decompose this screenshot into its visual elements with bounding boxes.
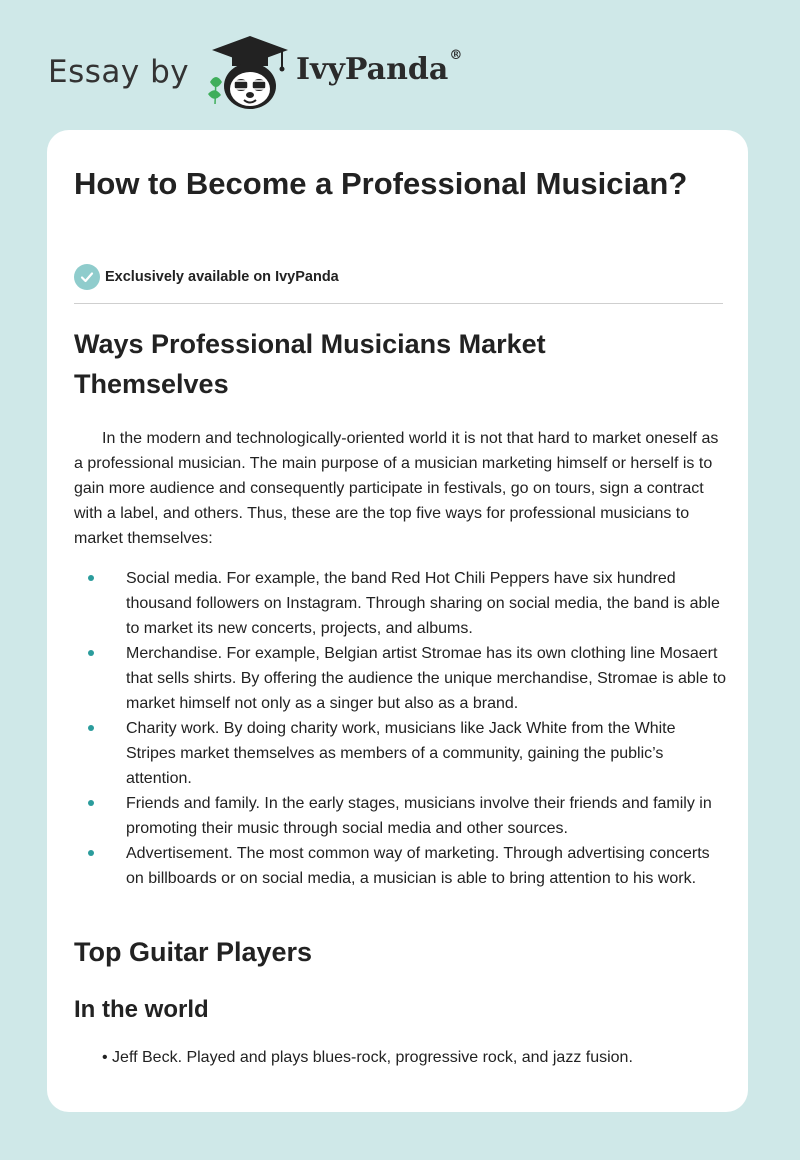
title-divider: [74, 303, 723, 304]
marketing-ways-list: [74, 566, 729, 891]
bullet-icon: [88, 800, 94, 806]
bullet-icon: [88, 850, 94, 856]
list-item: Social media. For example, the band Red Hot Chili Peppers have six hundred thousand followers on Instagram. Through sharing on social media, the band is able to market its new concerts, projects, and albums.: [74, 566, 729, 641]
bullet-icon: [88, 725, 94, 731]
bullet-icon: [88, 575, 94, 581]
exclusive-badge: [74, 263, 339, 291]
intro-paragraph: In the modern and technologically-oriented world it is not that hard to market oneself as a professional musician. The main purpose of a musician marketing himself or herself is to gain more audience and consequently participate in festivals, go on tours, sign a contract with a label, and others. Thus, these are the top five ways for professional musicians to market themselves:: [74, 430, 719, 547]
essay-title: How to Become a Professional Musician?: [74, 166, 688, 201]
registered-mark: ®: [449, 48, 463, 63]
brand-name[interactable]: IvyPanda®: [296, 48, 463, 87]
list-item: Advertisement. The most common way of marketing. Through advertising concerts on billboards or on social media, a musician is able to bring attention to his work.: [74, 841, 729, 891]
guitar-player-item: • Jeff Beck. Played and plays blues-rock, progressive rock, and jazz fusion.: [102, 1049, 633, 1066]
list-item: Charity work. By doing charity work, musicians like Jack White from the White Stripes market themselves as members of a community, gaining the public’s attention.: [74, 716, 729, 791]
badge-label: Exclusively available on IvyPanda: [105, 269, 339, 285]
essay-card: [47, 130, 748, 1112]
subsection-heading-world: In the world: [74, 996, 209, 1023]
bullet-icon: [88, 650, 94, 656]
panda-logo-icon[interactable]: [202, 34, 298, 112]
check-icon: [74, 264, 100, 290]
section-heading-marketing: Ways Professional Musicians Market Themselves: [74, 329, 546, 399]
site-header: [48, 34, 648, 114]
list-item: Friends and family. In the early stages, musicians involve their friends and family in promoting their music through social media and other sources.: [74, 791, 729, 841]
essay-by-label: Essay by: [48, 54, 190, 90]
section-heading-guitar: Top Guitar Players: [74, 937, 313, 967]
list-item: Merchandise. For example, Belgian artist Stromae has its own clothing line Mosaert that sells shirts. By offering the audience the unique merchandise, Stromae is able to market himself not only as a singer but also as a brand.: [74, 641, 729, 716]
